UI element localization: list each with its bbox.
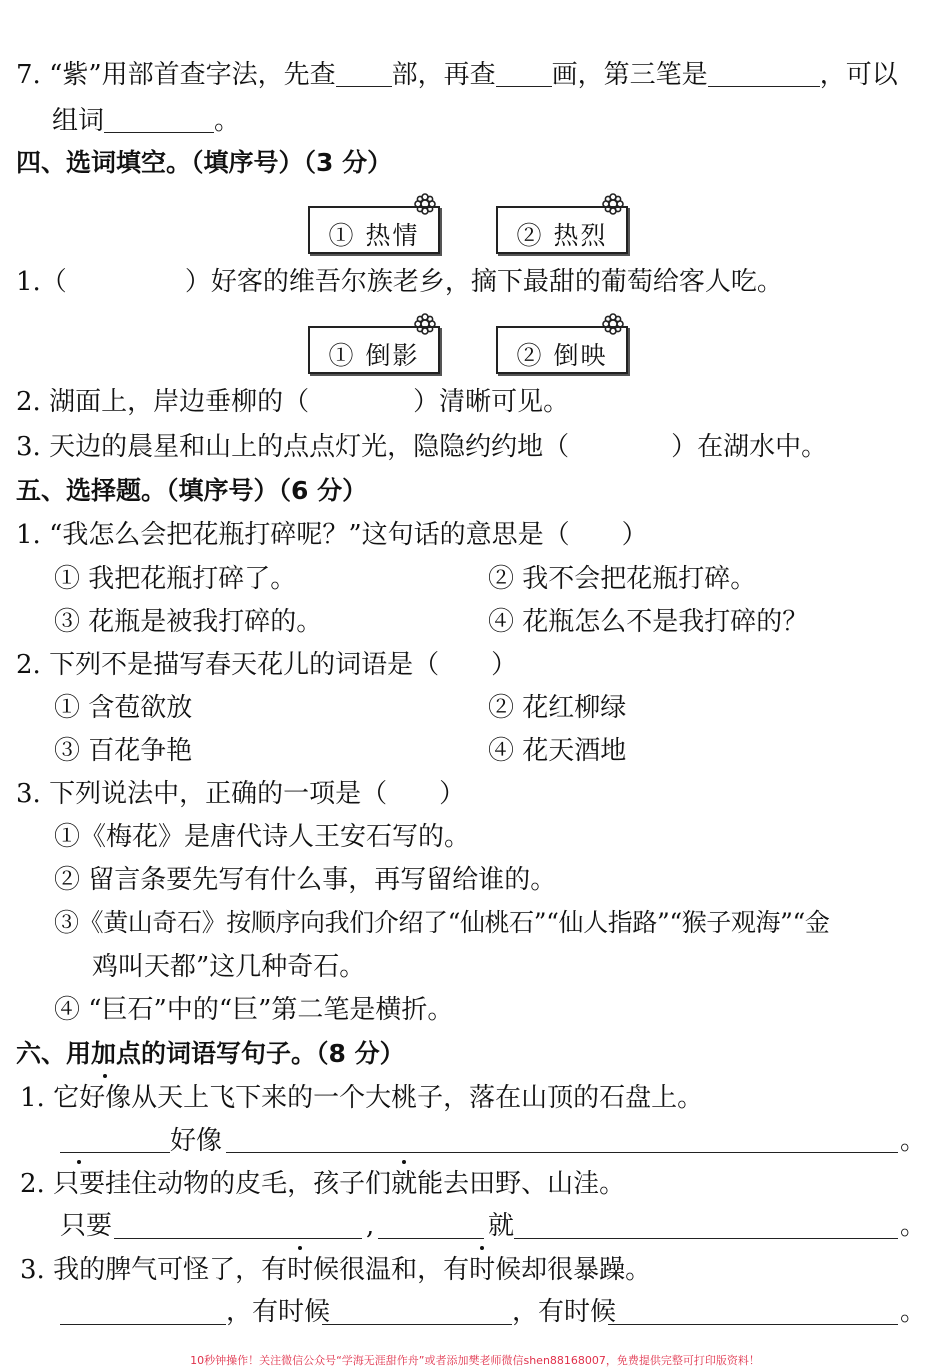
sec5-q2-option-4[interactable]: ④ 花天酒地 bbox=[488, 736, 627, 766]
sec6-q3-blank-3[interactable] bbox=[608, 1324, 898, 1325]
dotted-word-text: 好像 bbox=[79, 1083, 132, 1113]
sec6-q3-blank-2[interactable] bbox=[322, 1324, 512, 1325]
sec5-q3-option-4[interactable]: ④ “巨石”中的“巨”第二笔是横折。 bbox=[54, 995, 454, 1025]
sec4-q3 bbox=[16, 430, 827, 464]
dotted-word bbox=[443, 1253, 521, 1287]
flower-icon bbox=[414, 313, 436, 335]
sec5-q2-option-3[interactable]: ③ 百花争艳 bbox=[54, 736, 193, 766]
sec5-q3-option-3[interactable]: ③《黄山奇石》按顺序向我们介绍了“仙桃石”“仙人指路”“猴子观海”“金 bbox=[54, 908, 830, 937]
flower-icon bbox=[602, 193, 624, 215]
q7-blank-third-stroke[interactable] bbox=[708, 60, 820, 87]
word-box-2-option2-text: ② 倒映 bbox=[516, 341, 608, 370]
sec6-q3-fill-word-1: ，有时候 bbox=[226, 1297, 331, 1327]
q7-text-d: ，可以 bbox=[819, 60, 898, 90]
q7-blank-word[interactable] bbox=[104, 106, 214, 133]
sec6-q2-period: 。 bbox=[900, 1211, 927, 1241]
sec6-q2-text-b: 挂住动物的皮毛，孩子们 bbox=[105, 1169, 392, 1199]
sec4-q1-text: ）好客的维吾尔族老乡，摘下最甜的葡萄给客人吃。 bbox=[184, 267, 783, 297]
dotted-word bbox=[261, 1253, 339, 1287]
dotted-word-text: 有时候 bbox=[261, 1255, 340, 1285]
sec5-q1: 1. “我怎么会把花瓶打碎呢？”这句话的意思是（ ） bbox=[16, 520, 648, 550]
section-4-title: 四、选词填空。（填序号）（3 分） bbox=[16, 148, 393, 177]
section-6-title: 六、用加点的词语写句子。（8 分） bbox=[16, 1039, 405, 1068]
q7-line1 bbox=[16, 58, 898, 92]
sec6-q2-comma: , bbox=[366, 1211, 375, 1241]
sec6-q2-fill-word-2: 就 bbox=[488, 1211, 515, 1241]
dotted-word bbox=[53, 1167, 105, 1201]
dotted-word-text: 只要 bbox=[53, 1169, 106, 1199]
sec4-q2 bbox=[16, 385, 569, 419]
sec5-q2-option-2[interactable]: ② 花红柳绿 bbox=[488, 693, 627, 723]
sec6-q3-period: 。 bbox=[900, 1297, 927, 1327]
sec4-q1-prefix: 1.（ bbox=[16, 267, 67, 297]
sec4-q1 bbox=[16, 265, 783, 299]
sec6-q2-fill-word-1: 只要 bbox=[60, 1211, 113, 1241]
sec6-q3-text-b: 很温和， bbox=[339, 1255, 444, 1285]
sec6-q1-fill-word: 好像 bbox=[170, 1126, 223, 1156]
flower-icon bbox=[602, 313, 624, 335]
word-box-1-option1-text: ① 热情 bbox=[328, 221, 420, 250]
sec6-q3-text-c: 却很暴躁。 bbox=[521, 1255, 652, 1285]
sec5-q3-option-2[interactable]: ② 留言条要先写有什么事，再写留给谁的。 bbox=[54, 865, 557, 895]
sec5-q3-option-3-cont: 鸡叫天都”这几种奇石。 bbox=[92, 952, 366, 982]
sec6-q1-text-a: 1. 它 bbox=[20, 1083, 80, 1113]
sec6-q3-text-a: 3. 我的脾气可怪了， bbox=[20, 1255, 262, 1285]
dotted-word bbox=[391, 1167, 417, 1201]
sec5-q1-option-1[interactable]: ① 我把花瓶打碎了。 bbox=[54, 564, 297, 594]
sec6-q3-blank-1[interactable] bbox=[60, 1324, 226, 1325]
section-5-title: 五、选择题。（填序号）（6 分） bbox=[16, 476, 368, 505]
sec6-q3-fill-word-2: ，有时候 bbox=[512, 1297, 617, 1327]
q7-line2-text: 组词 bbox=[52, 106, 105, 136]
sec6-q1 bbox=[20, 1081, 703, 1115]
dotted-word-text: 就 bbox=[391, 1169, 418, 1199]
sec5-q3: 3. 下列说法中，正确的一项是（ ） bbox=[16, 779, 466, 809]
sec6-q3 bbox=[20, 1253, 651, 1287]
flower-icon bbox=[414, 193, 436, 215]
q7-text-a: 7. “紫”用部首查字法，先查 bbox=[16, 60, 336, 90]
sec4-q3-text-a: 3. 天边的晨星和山上的点点灯光，隐隐约约地（ bbox=[16, 432, 570, 462]
sec5-q1-option-3[interactable]: ③ 花瓶是被我打碎的。 bbox=[54, 607, 323, 637]
sec6-q2 bbox=[20, 1167, 625, 1201]
dotted-word-text: 有时候 bbox=[443, 1255, 522, 1285]
sec5-q3-option-1[interactable]: ①《梅花》是唐代诗人王安石写的。 bbox=[54, 822, 471, 852]
q7-blank-radical[interactable] bbox=[336, 60, 392, 87]
sec5-q2-option-1[interactable]: ① 含苞欲放 bbox=[54, 693, 193, 723]
dotted-word bbox=[79, 1081, 131, 1115]
sec4-q3-text-b: ）在湖水中。 bbox=[671, 432, 828, 462]
q7-line2 bbox=[52, 104, 240, 138]
sec6-q1-text-b: 从天上飞下来的一个大桃子，落在山顶的石盘上。 bbox=[131, 1083, 704, 1113]
q7-text-c: 画，第三笔是 bbox=[551, 60, 708, 90]
q7-text-b: 部，再查 bbox=[391, 60, 496, 90]
q7-blank-strokes[interactable] bbox=[496, 60, 552, 87]
word-box-2-option1-text: ① 倒影 bbox=[328, 341, 420, 370]
sec6-q1-period: 。 bbox=[900, 1126, 927, 1156]
sec6-q2-blank-3[interactable] bbox=[514, 1238, 898, 1239]
sec5-q2: 2. 下列不是描写春天花儿的词语是（ ） bbox=[16, 650, 518, 680]
footer-notice: 10秒钟操作！关注微信公众号“学海无涯甜作舟”或者添加樊老师微信shen88168007，免费提供完整可打印版资料！ bbox=[190, 1354, 760, 1367]
sec6-q2-blank-2[interactable] bbox=[378, 1238, 484, 1239]
sec6-q1-blank-2[interactable] bbox=[226, 1152, 898, 1153]
sec5-q1-option-2[interactable]: ② 我不会把花瓶打碎。 bbox=[488, 564, 757, 594]
sec6-q2-blank-1[interactable] bbox=[114, 1238, 362, 1239]
q7-period: 。 bbox=[214, 106, 241, 136]
sec4-q2-text-a: 2. 湖面上，岸边垂柳的（ bbox=[16, 387, 310, 417]
sec6-q1-blank-1[interactable] bbox=[60, 1152, 170, 1153]
word-box-1-option2-text: ② 热烈 bbox=[516, 221, 608, 250]
sec4-q2-text-b: ）清晰可见。 bbox=[413, 387, 570, 417]
sec6-q2-text-c: 能去田野、山洼。 bbox=[417, 1169, 626, 1199]
sec5-q1-option-4[interactable]: ④ 花瓶怎么不是我打碎的？ bbox=[488, 607, 809, 637]
sec6-q2-text-a: 2. bbox=[20, 1169, 54, 1199]
